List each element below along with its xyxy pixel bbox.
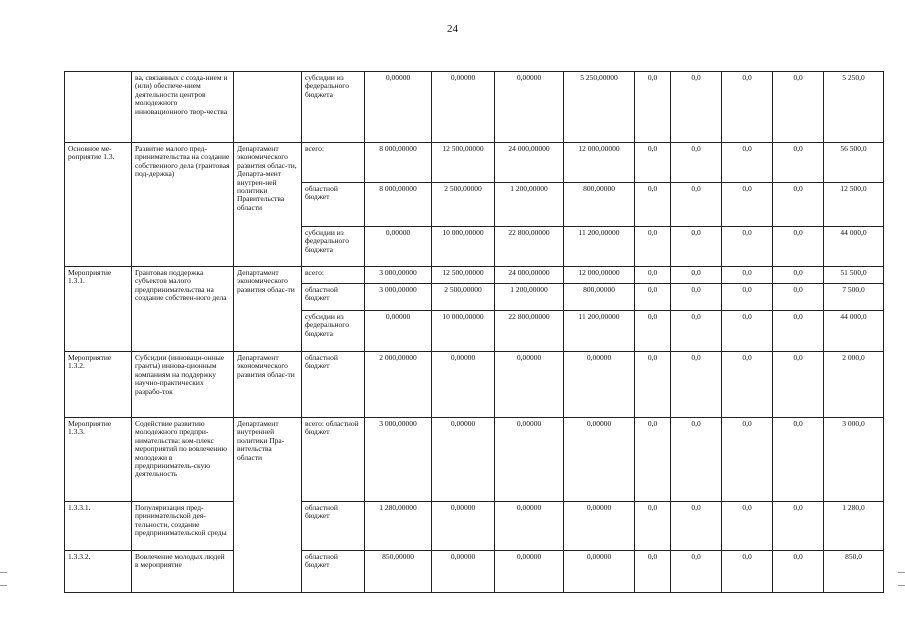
scan-margin-mark bbox=[898, 572, 905, 573]
value-cell: 8 000,00000 bbox=[365, 183, 432, 227]
value-cell: 0,0 bbox=[773, 267, 824, 284]
funding-source-cell: областной бюджет bbox=[302, 551, 365, 593]
executor-cell: Департамент экономического развития облас-ти bbox=[234, 267, 302, 352]
value-cell: 0,0 bbox=[773, 551, 824, 593]
value-cell: 10 000,00000 bbox=[432, 227, 495, 267]
value-cell: 800,00000 bbox=[564, 284, 635, 311]
value-cell: 850,00000 bbox=[365, 551, 432, 593]
value-cell: 0,0 bbox=[773, 143, 824, 183]
total-cell: 51 500,0 bbox=[824, 267, 884, 284]
event-code-cell: 1.3.3.1. bbox=[65, 502, 132, 551]
event-name-cell: Грантовая поддержка субъектов малого предпринимательства на создание собствен-ного дела bbox=[132, 267, 234, 352]
table-row bbox=[65, 551, 884, 593]
value-cell: 0,00000 bbox=[564, 352, 635, 418]
total-cell: 12 500,0 bbox=[824, 183, 884, 227]
table-row bbox=[65, 418, 884, 502]
value-cell: 0,0 bbox=[722, 502, 773, 551]
budget-table bbox=[64, 71, 884, 593]
value-cell: 3 000,00000 bbox=[365, 284, 432, 311]
value-cell: 0,00000 bbox=[564, 502, 635, 551]
value-cell: 0,0 bbox=[722, 352, 773, 418]
value-cell: 11 200,00000 bbox=[564, 227, 635, 267]
scan-margin-mark bbox=[898, 585, 905, 586]
value-cell: 0,00000 bbox=[495, 72, 564, 143]
value-cell: 0,0 bbox=[671, 284, 722, 311]
value-cell: 0,0 bbox=[671, 143, 722, 183]
total-cell: 3 000,0 bbox=[824, 418, 884, 502]
value-cell: 0,0 bbox=[635, 183, 671, 227]
value-cell: 2 500,00000 bbox=[432, 183, 495, 227]
event-name-cell: Развитие малого пред-принимательства на создание собственного дела (грантовая под-держка) bbox=[132, 143, 234, 267]
value-cell: 1 280,00000 bbox=[365, 502, 432, 551]
value-cell: 0,00000 bbox=[365, 311, 432, 352]
event-code-cell bbox=[65, 72, 132, 143]
value-cell: 0,00000 bbox=[495, 551, 564, 593]
value-cell: 0,00000 bbox=[365, 72, 432, 143]
funding-source-cell: областной бюджет bbox=[302, 183, 365, 227]
value-cell: 0,0 bbox=[773, 418, 824, 502]
total-cell: 5 250,0 bbox=[824, 72, 884, 143]
funding-source-cell: субсидии из федерального бюджета bbox=[302, 72, 365, 143]
value-cell: 0,0 bbox=[635, 551, 671, 593]
value-cell: 0,0 bbox=[671, 418, 722, 502]
event-name-cell: ва, связанных с созда-нием и (или) обеспече-нием деятельности центров молодежного инновационного твор-чества bbox=[132, 72, 234, 143]
value-cell: 0,0 bbox=[635, 311, 671, 352]
value-cell: 22 800,00000 bbox=[495, 311, 564, 352]
total-cell: 7 500,0 bbox=[824, 284, 884, 311]
value-cell: 1 200,00000 bbox=[495, 183, 564, 227]
value-cell: 8 000,00000 bbox=[365, 143, 432, 183]
table-row bbox=[65, 143, 884, 183]
value-cell: 0,00000 bbox=[495, 352, 564, 418]
event-name-cell: Вовлечение молодых людей в мероприятие bbox=[132, 551, 234, 593]
value-cell: 0,0 bbox=[722, 227, 773, 267]
event-code-cell: Основное ме-роприятие 1.3. bbox=[65, 143, 132, 267]
value-cell: 0,0 bbox=[722, 418, 773, 502]
value-cell: 0,00000 bbox=[564, 418, 635, 502]
value-cell: 0,00000 bbox=[495, 502, 564, 551]
value-cell: 0,0 bbox=[773, 311, 824, 352]
total-cell: 2 000,0 bbox=[824, 352, 884, 418]
funding-source-cell: областной бюджет bbox=[302, 284, 365, 311]
value-cell: 0,0 bbox=[773, 352, 824, 418]
value-cell: 24 000,00000 bbox=[495, 267, 564, 284]
value-cell: 0,0 bbox=[635, 143, 671, 183]
value-cell: 0,00000 bbox=[432, 72, 495, 143]
value-cell: 0,0 bbox=[722, 267, 773, 284]
value-cell: 0,0 bbox=[671, 352, 722, 418]
value-cell: 0,0 bbox=[722, 551, 773, 593]
total-cell: 1 280,0 bbox=[824, 502, 884, 551]
executor-cell bbox=[234, 72, 302, 143]
total-cell: 850,0 bbox=[824, 551, 884, 593]
funding-source-cell: субсидии из федерального бюджета bbox=[302, 227, 365, 267]
value-cell: 2 500,00000 bbox=[432, 284, 495, 311]
event-code-cell: 1.3.3.2. bbox=[65, 551, 132, 593]
executor-cell: Департамент экономического развития облас-ти, Департа-мент внутрен-ней политики Правительства области bbox=[234, 143, 302, 267]
value-cell: 0,0 bbox=[722, 143, 773, 183]
value-cell: 0,0 bbox=[635, 72, 671, 143]
value-cell: 10 000,00000 bbox=[432, 311, 495, 352]
value-cell: 0,0 bbox=[722, 72, 773, 143]
value-cell: 0,0 bbox=[773, 502, 824, 551]
value-cell: 12 000,00000 bbox=[564, 143, 635, 183]
page-number: 24 bbox=[447, 23, 458, 35]
funding-source-cell: всего: областной бюджет bbox=[302, 418, 365, 502]
funding-source-cell: областной бюджет bbox=[302, 502, 365, 551]
value-cell: 0,0 bbox=[635, 352, 671, 418]
scan-margin-mark bbox=[0, 572, 7, 573]
value-cell: 3 000,00000 bbox=[365, 267, 432, 284]
value-cell: 12 000,00000 bbox=[564, 267, 635, 284]
value-cell: 0,00000 bbox=[432, 418, 495, 502]
value-cell: 11 200,00000 bbox=[564, 311, 635, 352]
value-cell: 0,0 bbox=[671, 72, 722, 143]
event-code-cell: Мероприятие 1.3.3. bbox=[65, 418, 132, 502]
table-row bbox=[65, 267, 884, 284]
value-cell: 0,0 bbox=[635, 227, 671, 267]
total-cell: 56 500,0 bbox=[824, 143, 884, 183]
event-name-cell: Популяризация пред-принимательской дея-тельности, создание предпринимательской среды bbox=[132, 502, 234, 551]
value-cell: 0,0 bbox=[635, 267, 671, 284]
table-row bbox=[65, 352, 884, 418]
value-cell: 0,00000 bbox=[432, 502, 495, 551]
event-code-cell: Мероприятие 1.3.1. bbox=[65, 267, 132, 352]
value-cell: 0,0 bbox=[671, 183, 722, 227]
value-cell: 0,0 bbox=[635, 502, 671, 551]
value-cell: 22 800,00000 bbox=[495, 227, 564, 267]
value-cell: 0,0 bbox=[635, 284, 671, 311]
event-name-cell: Содействие развитию молодежного предпри-нимательства: ком-плекс мероприятий по вовлечению молодежи в предприниматель-скую деятельность bbox=[132, 418, 234, 502]
value-cell: 1 200,00000 bbox=[495, 284, 564, 311]
event-name-cell: Субсидии (инноваци-онные гранты) иннова-ционным компаниям на поддержку научно-практических разрабо-ток bbox=[132, 352, 234, 418]
value-cell: 0,0 bbox=[671, 267, 722, 284]
scan-margin-mark bbox=[0, 585, 7, 586]
value-cell: 0,00000 bbox=[564, 551, 635, 593]
total-cell: 44 000,0 bbox=[824, 227, 884, 267]
funding-source-cell: областной бюджет bbox=[302, 352, 365, 418]
table-row bbox=[65, 502, 884, 551]
value-cell: 2 000,00000 bbox=[365, 352, 432, 418]
value-cell: 24 000,00000 bbox=[495, 143, 564, 183]
value-cell: 800,00000 bbox=[564, 183, 635, 227]
value-cell: 12 500,00000 bbox=[432, 143, 495, 183]
value-cell: 0,00000 bbox=[495, 418, 564, 502]
executor-cell: Департамент внутренней политики Пра-вительства области bbox=[234, 418, 302, 593]
table-row bbox=[65, 72, 884, 143]
value-cell: 0,0 bbox=[722, 183, 773, 227]
executor-cell: Департамент экономического развития облас-ти bbox=[234, 352, 302, 418]
value-cell: 0,00000 bbox=[365, 227, 432, 267]
value-cell: 0,0 bbox=[722, 284, 773, 311]
value-cell: 0,0 bbox=[773, 284, 824, 311]
value-cell: 0,0 bbox=[671, 502, 722, 551]
value-cell: 0,0 bbox=[773, 183, 824, 227]
funding-source-cell: всего: bbox=[302, 143, 365, 183]
value-cell: 0,0 bbox=[671, 311, 722, 352]
value-cell: 0,0 bbox=[671, 227, 722, 267]
value-cell: 0,0 bbox=[773, 227, 824, 267]
value-cell: 0,0 bbox=[671, 551, 722, 593]
value-cell: 0,00000 bbox=[432, 551, 495, 593]
value-cell: 3 000,00000 bbox=[365, 418, 432, 502]
value-cell: 0,0 bbox=[722, 311, 773, 352]
funding-source-cell: всего: bbox=[302, 267, 365, 284]
value-cell: 0,0 bbox=[773, 72, 824, 143]
funding-source-cell: субсидии из федерального бюджета bbox=[302, 311, 365, 352]
value-cell: 5 250,00000 bbox=[564, 72, 635, 143]
value-cell: 0,00000 bbox=[432, 352, 495, 418]
value-cell: 12 500,00000 bbox=[432, 267, 495, 284]
value-cell: 0,0 bbox=[635, 418, 671, 502]
total-cell: 44 000,0 bbox=[824, 311, 884, 352]
event-code-cell: Мероприятие 1.3.2. bbox=[65, 352, 132, 418]
